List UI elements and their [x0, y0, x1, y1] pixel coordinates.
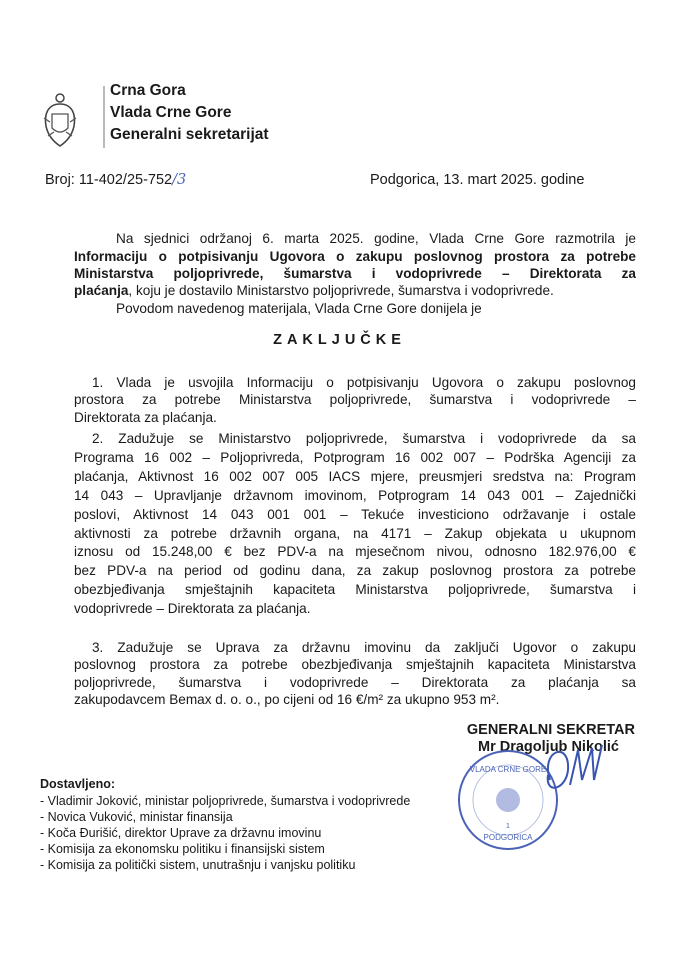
text-segment: Ministarstva poljoprivrede, šumarstva i vodoprivrede – Direktorata za [74, 266, 636, 281]
svg-text:VLADA CRNE GORE: VLADA CRNE GORE [469, 765, 547, 774]
svg-text:1: 1 [506, 823, 510, 830]
recipient: - Komisija za ekonomsku politiku i finansijski sistem [40, 842, 325, 856]
recipient: - Koča Đurišić, direktor Uprave za državnu imovinu [40, 826, 322, 840]
header-line: Generalni sekretarijat [110, 126, 269, 143]
conclusion-3-line: 3. Zadužuje se Uprava za državnu imovinu da zaključi Ugovor o zakupu [92, 640, 636, 655]
text-line [74, 282, 636, 299]
place-date: Podgorica, 13. mart 2025. godine [370, 172, 585, 188]
header-line: Vlada Crne Gore [110, 104, 232, 121]
svg-text:PODGORICA: PODGORICA [483, 833, 533, 842]
conclusion-2-line: aktivnosti za potrebe državnih organa, na 4171 – Zakup objekata u ukupnom [74, 525, 636, 541]
handwritten-signature [540, 740, 610, 800]
conclusion-2-line: 14 043 – Upravljanje državnom imovinom, Potprogram 14 043 001 – Zajednički [74, 487, 636, 503]
handwritten-number: /3 [172, 172, 187, 188]
institution-header [110, 80, 269, 146]
document-number [45, 172, 186, 188]
conclusion-1-line: 1. Vlada je usvojila Informaciju o potpisivanju Ugovora o zakupu poslovnog [92, 375, 636, 390]
text-segment: , koju je dostavilo Ministarstvo poljoprivrede, šumarstva i vodoprivrede. [128, 283, 554, 298]
header-divider [103, 86, 105, 148]
delivered-list [40, 793, 410, 873]
conclusion-3-line: zakupodavcem Bemax d. o. o., po cijeni od 16 €/m² za ukupno 953 m². [74, 691, 500, 707]
conclusion-1-line: Direktorata za plaćanja. [74, 409, 217, 425]
recipient: - Novica Vuković, ministar finansija [40, 810, 233, 824]
text-line [74, 265, 636, 282]
text-line [74, 248, 636, 265]
header-line: Crna Gora [110, 82, 186, 99]
conclusion-2-line: 2. Zadužuje se Ministarstvo poljoprivrede, šumarstva i vodoprivrede da sa [92, 431, 636, 446]
text-line [116, 300, 636, 317]
conclusion-2-line: bez PDV-a na period od godinu dana, za zakup poslovnog prostora za potrebe [74, 563, 636, 579]
delivered-heading: Dostavljeno: [40, 777, 116, 791]
recipient: - Komisija za politički sistem, unutrašnju i vanjsku politiku [40, 858, 356, 872]
text-segment: plaćanja [74, 283, 129, 298]
conclusion-2-line: vodoprivrede – Direktorata za plaćanja. [74, 601, 311, 617]
number-label: Broj: 11-402/25-752 [45, 172, 173, 188]
conclusion-2-line: iznosu od 15.248,00 € bez PDV-a na mjesečnom nivou, odnosno 182.976,00 € [74, 544, 636, 560]
conclusion-3-line: poljoprivrede, šumarstva i vodoprivrede – Direktorata za plaćanja sa [74, 674, 636, 690]
conclusion-2-line: poslovi, Aktivnost 14 043 001 001 – Tekuće investiciono održavanje i ostale [74, 506, 636, 522]
conclusion-1-line: prostora za potrebe Ministarstva poljoprivrede, šumarstva i vodoprivrede – [74, 392, 636, 408]
recipient: - Vladimir Joković, ministar poljoprivrede, šumarstva i vodoprivrede [40, 794, 411, 808]
conclusion-2-line: plaćanja, Aktivnost 16 002 007 005 IACS mjere, preusmjeri sredstva na: Program [74, 468, 636, 484]
text-segment: Informaciju o potpisivanju Ugovora o zakupu poslovnog prostora za potrebe [74, 249, 636, 264]
text-line [116, 230, 636, 247]
text-segment: Na sjednici održanoj 6. marta 2025. godine, Vlada Crne Gore razmotrila je [116, 231, 636, 246]
conclusion-2-line: Programa 16 002 – Poljoprivreda, Potprogram 16 002 007 – Podrška Agenciji za [74, 449, 636, 465]
conclusion-3-line: poslovnog prostora za potrebe obezbjeđivanja smještajnih kapaciteta Ministarstva [74, 657, 636, 673]
signatory-name: Mr Dragoljub Nikolić [478, 739, 619, 755]
text-segment: Povodom navedenog materijala, Vlada Crne Gore donijela je [116, 301, 482, 316]
signatory-title: GENERALNI SEKRETAR [466, 722, 635, 738]
section-title: ZAKLJUČKE [273, 332, 406, 348]
coat-of-arms-logo [42, 92, 78, 148]
conclusion-2-line: obezbjeđivanja smještajnih kapaciteta Ministarstva poljoprivrede, šumarstva i [74, 582, 636, 598]
